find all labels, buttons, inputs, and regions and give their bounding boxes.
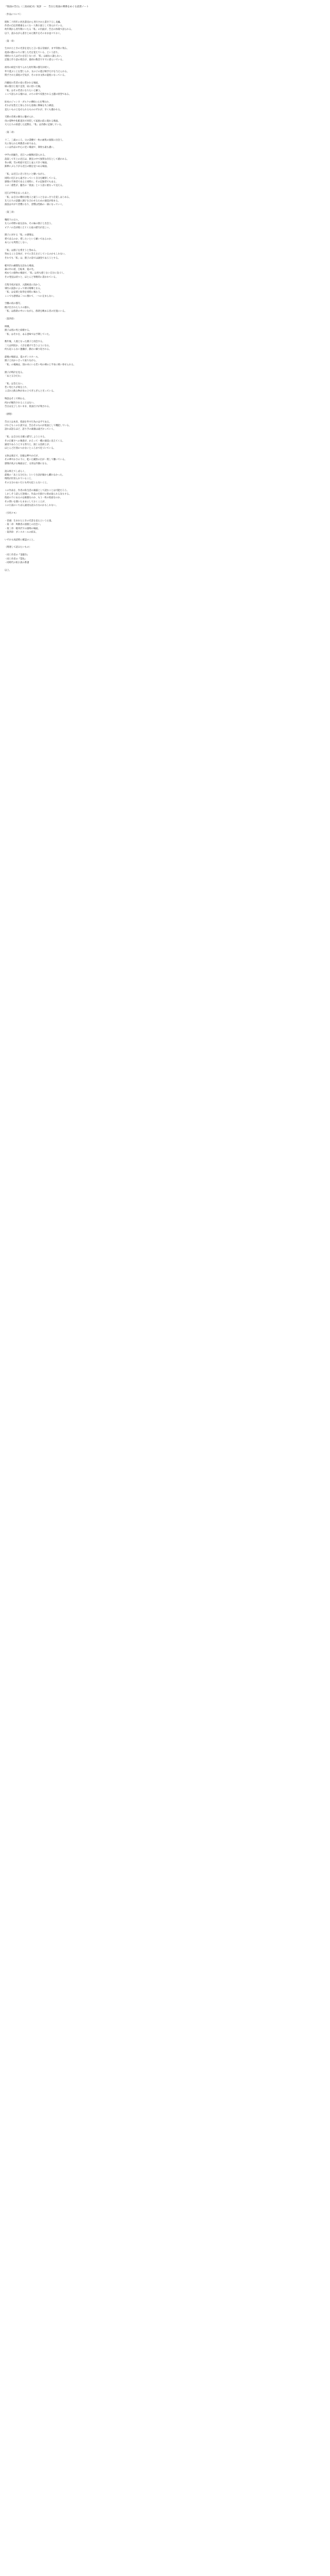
text-line: 「私」は群衆の中にいながら、群衆を眺める者の位置にいる。: [5, 310, 67, 313]
spacer: [5, 572, 325, 576]
text-line: 本人にも判然としない。: [5, 242, 29, 245]
text-line: それでも「私」は、園子の前では誠実であろうとする。: [5, 257, 60, 260]
text-line: ここでも感情は二つに割れて、一つに定まらない。: [5, 295, 56, 298]
text-line: 友人の草野の家を訪ね、その妹の園子と出会う。: [5, 223, 54, 226]
text-line: ピアノの音が聞こえてくる家の描写が美しい。: [5, 226, 51, 229]
section-heading: 〈関連して読みたいもの〉: [5, 546, 31, 549]
text-line: 軍医の誤診によって即日帰郷となる。: [5, 287, 43, 290]
text-line: 時間が区切られていること、: [5, 478, 34, 481]
document-section: [5, 40, 325, 131]
spacer: [5, 134, 325, 138]
text-line: 記憶と作り話の境目が、最初の数頁ですでに揺らいでいる。: [5, 59, 65, 62]
text-line: 紺の股引と地下足袋、肩に担いだ桶。: [5, 86, 43, 89]
text-line: こぼれた飲み物が卓の上でぎらぎらと光っている。: [5, 390, 56, 393]
spacer: [5, 260, 325, 264]
text-line: 以上。: [5, 569, 11, 572]
text-line: 大人たちの困惑した沈黙を、「私」は冷静に記録している。: [5, 124, 63, 127]
spacer: [5, 466, 325, 469]
text-line: けれどもこの小説では、告白そのものが仮面として機能している。: [5, 424, 71, 427]
text-line: 努めること自体が、すでに答えを示しているのかもしれない。: [5, 253, 67, 256]
spacer: [5, 279, 325, 283]
text-line: この小説のいちばん誠実な読み方なのかもしれない。: [5, 504, 58, 507]
document-section: [5, 413, 325, 512]
text-line: 戦時下の日々。: [5, 218, 21, 222]
section-heading: 〈第三章〉: [5, 211, 16, 214]
section-heading: 〈感想〉: [5, 413, 14, 416]
spacer: [5, 394, 325, 397]
text-line: 何かが解決されることはない。: [5, 401, 36, 404]
spacer: [5, 367, 325, 370]
spacer: [5, 77, 325, 81]
text-line: 産湯の盥のふちに射した光を覚えている、という語り。: [5, 51, 60, 54]
text-line: ・同じ作者の『禁色』: [5, 557, 27, 561]
text-line: 園子が時計を見る。: [5, 371, 25, 374]
spacer: [5, 245, 325, 249]
text-line: 最後の「あと五分だわ」という台詞が頭から離れなかった。: [5, 474, 65, 477]
text-line: 「あと五分だわ」: [5, 375, 23, 378]
spacer: [5, 36, 325, 39]
text-line: 終戦。: [5, 325, 11, 328]
text-line: 中学の同級生、近江への傾倒が語られる。: [5, 154, 47, 157]
spacer: [5, 416, 325, 420]
spacer: [5, 534, 325, 538]
text-line: 二人は何度か、人目を避けて会うようになる。: [5, 344, 52, 347]
text-line: ここは作品の中心に近い場面で、筆致も最も濃い。: [5, 146, 56, 149]
spacer: [5, 336, 325, 340]
text-line: 冬の朝、雪の校庭で近江と並んで歩く場面。: [5, 162, 49, 165]
text-line: 幼年期から青年期にいたる「私」の内面が、告白の体裁で語られる。: [5, 28, 74, 31]
document-section: [5, 512, 325, 546]
text-line: 母の着物や化粧道具で扮装して家族の前に現れる場面。: [5, 120, 60, 123]
text-line: 生まれたときの光景を見たと言い張る冒頭が、まず印象に残る。: [5, 47, 69, 50]
text-line: 読み終えてしばらく、: [5, 470, 27, 473]
spacer: [5, 169, 325, 173]
text-line: 空襲の夜の描写。: [5, 302, 23, 306]
text-line: その問いを開いたままにしておくことが、: [5, 500, 47, 503]
text-line: 鉄棒にぶら下がる近江の腕を見つめる場面。: [5, 165, 49, 168]
text-line: 「私」は園子を愛そうと努める。: [5, 249, 38, 252]
spacer: [5, 127, 325, 131]
spacer: [5, 9, 325, 12]
text-line: ・第三章：軽井沢での接吻の場面。: [5, 527, 40, 530]
spacer: [5, 352, 325, 355]
document-header: 『仮面の告白』（三島由紀夫）短評 ― 告白と仮面の関係をめぐる読書ノート: [5, 6, 89, 8]
text-line: 数年後、人妻となった園子と再会する。: [5, 341, 45, 344]
text-line: その正確さへの執着が、かえって一種の演技に見えてくる。: [5, 439, 65, 443]
text-line: 感情が高ぶる場面ほど、文章は冷静になる。: [5, 462, 49, 465]
text-line: 天勝の奇術の舞台に魅せられ、: [5, 116, 36, 119]
spacer: [5, 542, 325, 546]
text-line: 何も起こらない逢瀬が、静かに繰り返される。: [5, 348, 52, 351]
text-line: 以下、読みながら書きとめた断片をそのまま並べておく。: [5, 32, 62, 35]
spacer: [5, 508, 325, 512]
text-line: 園子と向かい合って座りながら、: [5, 360, 38, 363]
text-line: ほとんど区別のつかないところまで近づいている。: [5, 447, 56, 450]
text-line: 落第して年上の近江は、教室の中で異質な存在として描かれる。: [5, 158, 69, 161]
spacer: [5, 16, 325, 20]
text-line: 告白は完了しないまま、仮面だけが残される。: [5, 405, 52, 409]
spacer: [5, 112, 325, 115]
text-line: その華やかさの下に、乾いた観察の目が一貫して働いている。: [5, 459, 67, 462]
document-section: [5, 317, 325, 413]
spacer: [5, 188, 325, 192]
spacer: [5, 515, 325, 519]
spacer: [5, 565, 325, 568]
document-section: [5, 13, 325, 40]
document-body: [0, 0, 330, 577]
text-line: この二重性が、題名の「仮面」という語に重なって見える。: [5, 184, 65, 188]
text-line: 愛であるのか、愛したいという願いであるのか、: [5, 238, 54, 241]
text-line: ・冒頭：生まれたときの光景を見たという主張。: [5, 519, 54, 522]
text-line: 祖母の病室で育てられた幼年期の描写が続く。: [5, 66, 52, 70]
document-section: [5, 546, 325, 576]
text-line: 絵本のジャンヌ・ダルクの挿絵に心を奪われ、: [5, 100, 52, 104]
text-line: 「私」は安堵と恥辱を同時に味わう。: [5, 291, 43, 294]
text-line: しかしそう読んだ途端に、作品の仕掛けに絡め取られる気もする。: [5, 493, 71, 496]
text-line: 「私」は自分を正確に描写しようとする。: [5, 436, 47, 439]
text-line: 告白とは本来、仮面を外す行為のはずである。: [5, 420, 52, 423]
text-line: 初めての接吻の場面で、「私」は何も感じない自分に気づく。: [5, 272, 65, 275]
text-line: 近江が学校を去ったあと、: [5, 192, 31, 195]
text-line: ・同時代の私小説の系譜: [5, 562, 29, 565]
document-section: [5, 131, 325, 211]
spacer: [5, 432, 325, 435]
spacer: [5, 43, 325, 47]
text-line: ・同じ作者の『金閣寺』: [5, 554, 29, 557]
text-line: 矢に射られた殉教者の絵である。: [5, 143, 38, 146]
spacer: [5, 321, 325, 325]
text-line: 「私」はその若者になりたいと願う。: [5, 89, 43, 92]
text-line: 閉ざされた部屋の空気が、そのまま文体の湿度になっている。: [5, 74, 67, 77]
text-line: いずれも再読時に確認のこと。: [5, 538, 36, 541]
text-line: 軽井沢の疎開先を訪ねる場面。: [5, 264, 36, 267]
spacer: [5, 62, 325, 66]
text-line: 「私」は自分の嗜好が他人と違うことをはっきり自覚しはじめる。: [5, 196, 71, 199]
spacer: [5, 230, 325, 233]
section-heading: 〈引用メモ〉: [5, 512, 18, 515]
text-line: 友人たちの話題に調子を合わせるための演技が始まる。: [5, 199, 60, 202]
text-line: ・第四章：ダンスホールの結末。: [5, 531, 38, 534]
document-sections: [5, 13, 325, 577]
text-line: 森の中の道、自転車、夏の光。: [5, 268, 36, 271]
text-line: その発見は淡々と、ほとんど事務的に書かれている。: [5, 276, 58, 279]
text-line: 「私」は近江に近づきたいと願いながら、: [5, 173, 47, 176]
text-line: 文体は端正で、比喩は華やかだが、: [5, 455, 40, 458]
text-line: 感情の当事者であると同時に、その記録者でもある。: [5, 180, 58, 183]
spacer: [5, 96, 325, 100]
text-line: 「私」の視線は、別の卓にいる若い男の裸の上半身に吸い寄せられる。: [5, 363, 76, 366]
spacer: [5, 485, 325, 488]
text-line: 最後の場面は、夏のダンスホール。: [5, 355, 40, 359]
text-line: 仮面の下にあるのは素顔なのか、もう一枚の仮面なのか。: [5, 497, 62, 500]
text-line: それが女性だと知らされた途端に興味を失う挿話。: [5, 105, 56, 108]
spacer: [5, 378, 325, 382]
text-line: 外で遊ぶことを禁じられ、女の子の遊び相手だけを与えられる。: [5, 70, 69, 73]
spacer: [5, 207, 325, 211]
section-heading: 〈第一章〉: [5, 40, 16, 43]
text-line: ここで語られる憧れは、のちの章で反復される主題の原型である。: [5, 93, 71, 96]
text-line: ・第二章：殉教者の図版との出会い。: [5, 523, 43, 527]
text-line: 作者の自伝的要素をふくむ一人称小説として知られている。: [5, 24, 65, 27]
text-line: 十二、三歳のころ、父の書棚で一枚の画集の図版に出会う。: [5, 139, 65, 142]
text-line: 召集令状が届き、入隊検査に向かう。: [5, 283, 42, 286]
text-line: 園子は別の男と結婚する。: [5, 329, 31, 332]
spacer: [5, 214, 325, 218]
spacer: [5, 409, 325, 412]
text-line: 演技はやがて習慣になり、習慣は性格の一部になっていく。: [5, 204, 64, 207]
section-heading: 〈作品について〉: [5, 13, 23, 16]
section-heading: 〈第四章〉: [5, 318, 16, 321]
text-line: 焼け出された人々の群れ。: [5, 306, 31, 309]
text-line: 誠実であろうとする努力と、演じる技術とが、: [5, 443, 52, 446]
text-line: この作品を、作者の私生活の暴露として読むことは可能だろう。: [5, 489, 69, 492]
spacer: [5, 150, 325, 154]
spacer: [5, 451, 325, 454]
spacer: [5, 314, 325, 317]
text-line: 昭和二十四年に河出書房から刊行された書き下ろし長編。: [5, 21, 62, 24]
text-line: 若い男たちが席を立ち、: [5, 386, 29, 389]
text-line: 「私」はそれを、ある意味では予期していた。: [5, 333, 52, 336]
section-heading: 〈第二章〉: [5, 131, 16, 134]
text-line: その五分のあいだにも何も起こらないこと。: [5, 481, 49, 484]
text-line: 物語はそこで終わる。: [5, 398, 27, 401]
text-line: 「私」は答えない。: [5, 382, 25, 385]
text-line: 語れば語るほど、語り手の素顔は遠ざかっていく。: [5, 428, 56, 431]
spacer: [5, 550, 325, 553]
document-section: [5, 211, 325, 317]
text-line: 見たいものと見せられるもののずれが、早くも描かれる。: [5, 108, 62, 111]
text-line: 同時に近江から遠ざかっていく自分を観察している。: [5, 177, 58, 180]
text-line: 園子に対する「私」の感情は、: [5, 234, 36, 237]
spacer: [5, 298, 325, 302]
text-line: 汚穢屋の若者の姿に惹かれる場面。: [5, 81, 40, 84]
text-line: 周囲の大人はそれを信じないが、「私」は頑なに譲らない。: [5, 55, 63, 58]
